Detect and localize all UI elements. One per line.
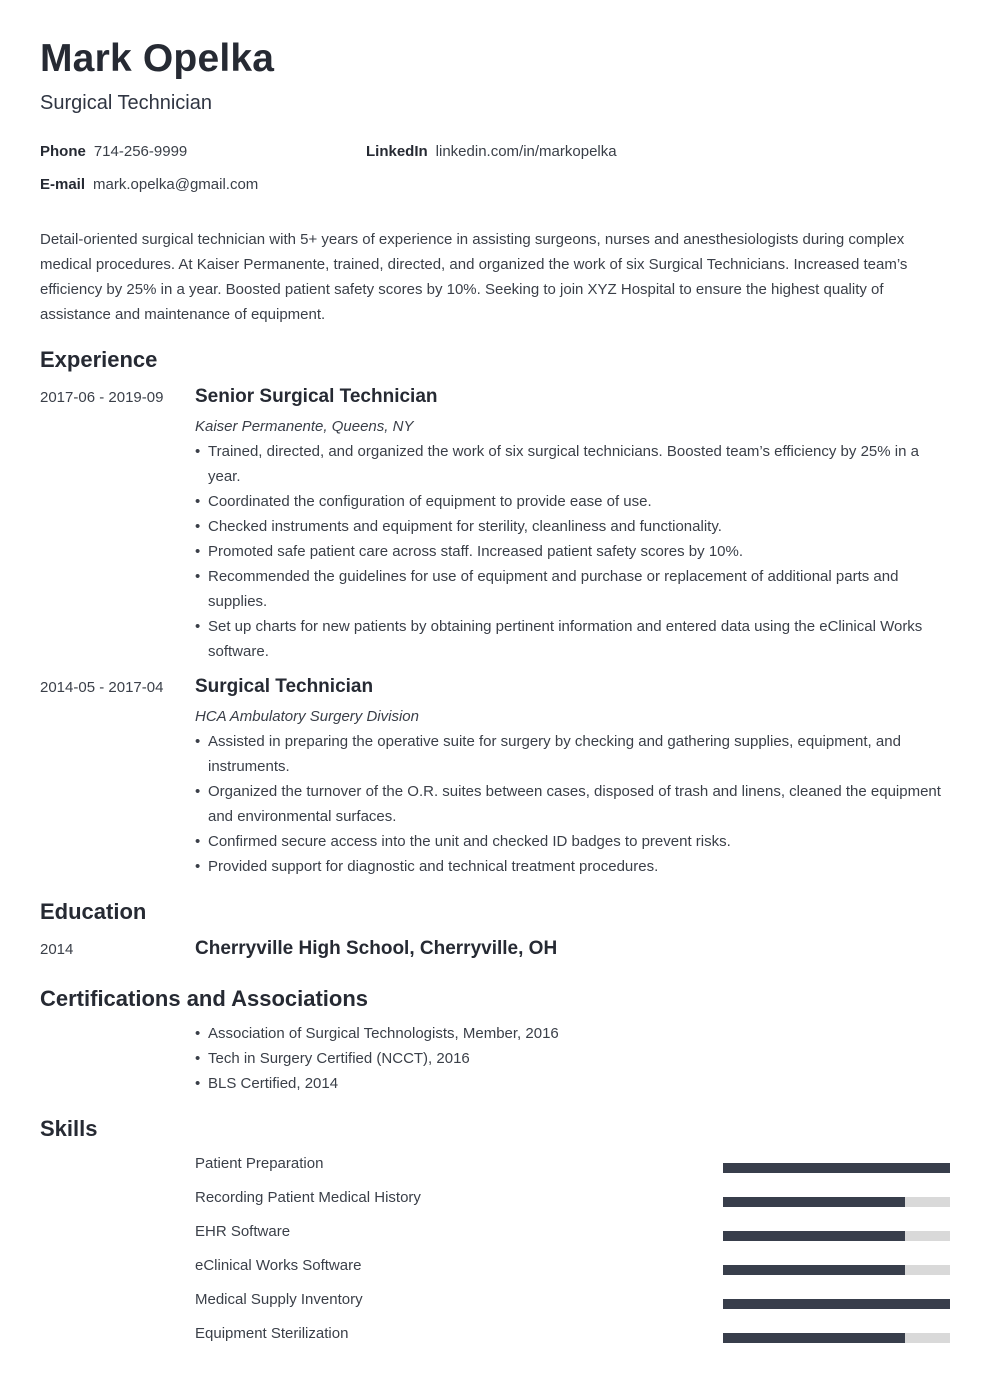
email-label: E-mail <box>40 176 86 193</box>
candidate-name: Mark Opelka <box>40 37 275 80</box>
email-value[interactable]: mark.opelka@gmail.com <box>93 176 259 193</box>
skill-row <box>195 1223 950 1243</box>
certification-item: • Association of Surgical Technologists, Member, 2016 <box>195 1021 945 1046</box>
candidate-title: Surgical Technician <box>40 92 212 114</box>
skill-row <box>195 1291 950 1311</box>
skill-level-bar <box>723 1333 950 1343</box>
skill-name: Recording Patient Medical History <box>195 1189 421 1206</box>
skill-name: Equipment Sterilization <box>195 1325 349 1342</box>
skill-name: Patient Preparation <box>195 1155 324 1172</box>
skill-level-bar <box>723 1163 950 1173</box>
skill-level-fill <box>723 1265 905 1275</box>
job-bullet: • Set up charts for new patients by obtaining pertinent information and entered data using the eClinical Works software. <box>195 614 945 664</box>
skill-row <box>195 1257 950 1277</box>
job-bullet: • Provided support for diagnostic and technical treatment procedures. <box>195 854 945 879</box>
job-role: Surgical Technician <box>195 676 374 697</box>
job-bullet: • Checked instruments and equipment for sterility, cleanliness and functionality. <box>195 514 945 539</box>
job-bullet: • Assisted in preparing the operative suite for surgery by checking and gathering supplies, equipment, and instruments. <box>195 729 945 779</box>
contact-phone <box>40 143 187 160</box>
skill-row <box>195 1189 950 1209</box>
phone-value[interactable]: 714-256-9999 <box>93 143 188 160</box>
skill-level-fill <box>723 1163 950 1173</box>
education-school: Cherryville High School, Cherryville, OH <box>195 938 558 959</box>
skills-heading: Skills <box>40 1116 98 1141</box>
experience-heading: Experience <box>40 347 158 372</box>
certification-item: • Tech in Surgery Certified (NCCT), 2016 <box>195 1046 945 1071</box>
job-company: Kaiser Permanente, Queens, NY <box>195 418 414 435</box>
skill-name: EHR Software <box>195 1223 291 1240</box>
contact-linkedin <box>366 143 617 160</box>
skill-level-fill <box>723 1197 905 1207</box>
skill-row <box>195 1155 950 1175</box>
certifications-list <box>195 1021 945 1096</box>
job-bullet: • Trained, directed, and organized the work of six surgical technicians. Boosted team’s efficiency by 25% in a year. <box>195 439 945 489</box>
job-bullet: • Recommended the guidelines for use of equipment and purchase or replacement of additional parts and supplies. <box>195 564 945 614</box>
job-dates: 2014-05 - 2017-04 <box>40 679 164 696</box>
education-heading: Education <box>40 899 147 924</box>
job-bullet: • Confirmed secure access into the unit and checked ID badges to prevent risks. <box>195 829 945 854</box>
skill-name: Medical Supply Inventory <box>195 1291 363 1308</box>
job-bullet: • Organized the turnover of the O.R. suites between cases, disposed of trash and linens, cleaned the equipment and environmental surfaces. <box>195 779 945 829</box>
skill-level-fill <box>723 1333 905 1343</box>
certification-item: • BLS Certified, 2014 <box>195 1071 945 1096</box>
skill-name: eClinical Works Software <box>195 1257 362 1274</box>
linkedin-value[interactable]: linkedin.com/in/markopelka <box>435 143 617 160</box>
linkedin-label: LinkedIn <box>366 143 428 160</box>
skill-level-bar <box>723 1231 950 1241</box>
education-year: 2014 <box>40 941 74 958</box>
summary-paragraph: Detail-oriented surgical technician with 5+ years of experience in assisting surgeons, nurses and anesthesiologists during complex medical procedures. At Kaiser Permanente, trained, directed, and organized the work of six Surgical Technicians. Increased team’s efficiency by 25% in a year. Boosted patient safety scores by 10%. Seeking to join XYZ Hospital to ensure the highest quality of assistance and maintenance of equipment. <box>40 231 908 323</box>
job-role: Senior Surgical Technician <box>195 386 438 407</box>
skill-row <box>195 1325 950 1345</box>
job-bullets <box>195 729 945 879</box>
skill-level-fill <box>723 1299 950 1309</box>
skill-level-bar <box>723 1197 950 1207</box>
skill-level-bar <box>723 1265 950 1275</box>
skill-level-fill <box>723 1231 905 1241</box>
phone-label: Phone <box>40 143 86 160</box>
job-company: HCA Ambulatory Surgery Division <box>195 708 419 725</box>
certifications-heading: Certifications and Associations <box>40 986 369 1011</box>
job-bullets <box>195 439 945 664</box>
job-bullet: • Promoted safe patient care across staff. Increased patient safety scores by 10%. <box>195 539 945 564</box>
contact-email <box>40 176 258 193</box>
job-dates: 2017-06 - 2019-09 <box>40 389 164 406</box>
skill-level-bar <box>723 1299 950 1309</box>
job-bullet: • Coordinated the configuration of equipment to provide ease of use. <box>195 489 945 514</box>
